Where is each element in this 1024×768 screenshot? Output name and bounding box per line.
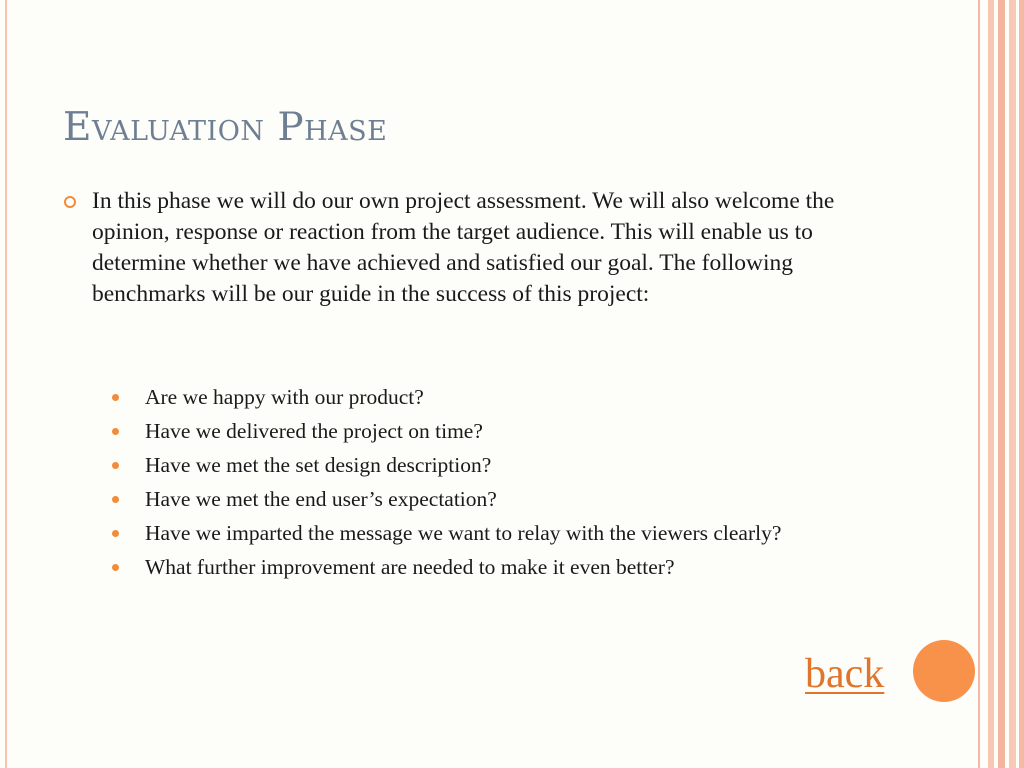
stripe [988, 0, 994, 768]
dot-bullet-icon [112, 428, 119, 435]
benchmark-text: Have we delivered the project on time? [145, 419, 483, 443]
dot-bullet-icon [112, 462, 119, 469]
dot-bullet-icon [112, 496, 119, 503]
stripe [1019, 0, 1024, 768]
stripe [998, 0, 1005, 768]
ring-bullet-icon [64, 196, 76, 208]
dot-bullet-icon [112, 530, 119, 537]
slide-title: Evaluation Phase [63, 105, 388, 150]
benchmark-text: Have we met the set design description? [145, 453, 492, 477]
list-item [112, 383, 852, 411]
left-border-line [5, 0, 7, 768]
benchmark-text: Have we imparted the message we want to relay with the viewers clearly? [145, 521, 782, 545]
stripe [1009, 0, 1016, 768]
dot-bullet-icon [112, 394, 119, 401]
intro-text: In this phase we will do our own project assessment. We will also welcome the opinion, response or reaction from the target audience. This will enable us to determine whether we have achieved and satisfied our goal. The following benchmarks will be our guide in the success of this project: [92, 188, 835, 307]
list-item [112, 485, 852, 513]
benchmark-text: Are we happy with our product? [145, 385, 424, 409]
benchmark-text: Have we met the end user’s expectation? [145, 487, 497, 511]
list-item [112, 553, 852, 581]
stripe [978, 0, 980, 768]
dot-bullet-icon [112, 564, 119, 571]
list-item [112, 417, 852, 445]
list-item [112, 519, 852, 547]
benchmark-text: What further improvement are needed to make it even better? [145, 555, 675, 579]
benchmark-list [112, 383, 852, 587]
list-item [112, 451, 852, 479]
intro-paragraph [64, 186, 894, 310]
orange-circle-icon[interactable] [913, 640, 975, 702]
back-link[interactable]: back [805, 651, 885, 697]
right-decorative-stripes [978, 0, 1024, 768]
